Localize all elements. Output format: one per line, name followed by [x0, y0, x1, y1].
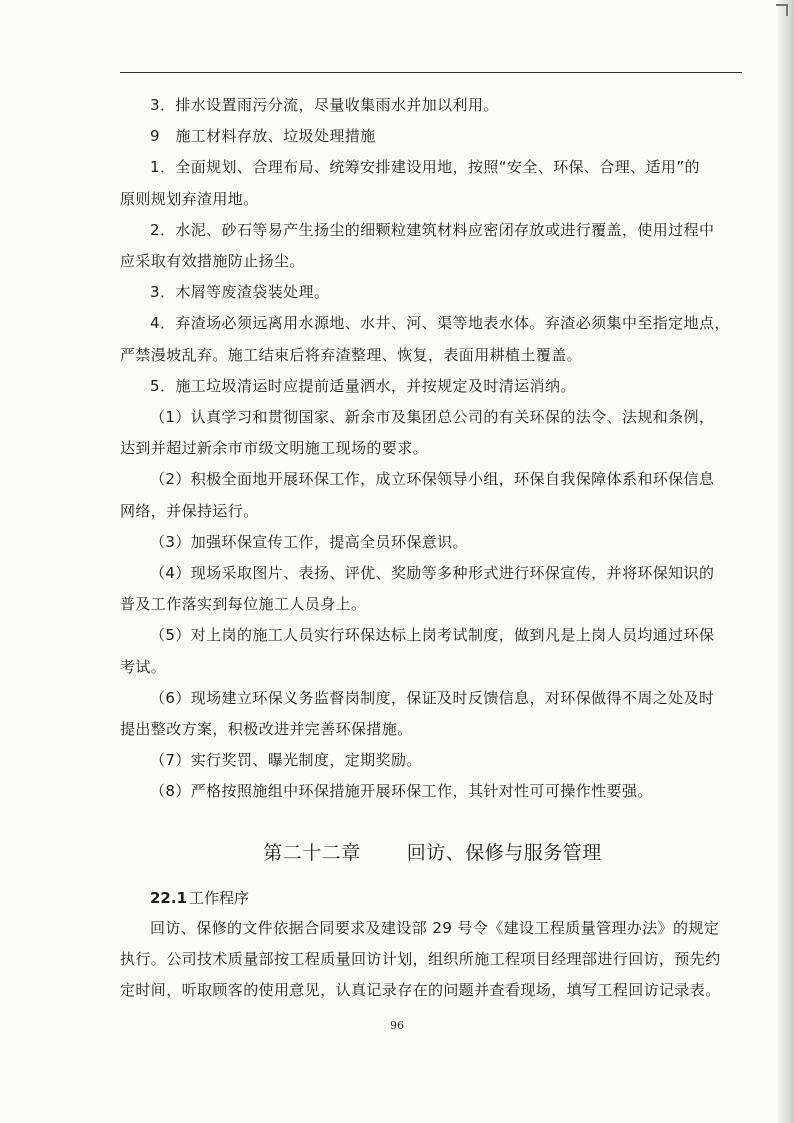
paragraph [120, 402, 745, 464]
text-line: 9 施工材料存放、垃圾处理措施 [150, 127, 376, 146]
chapter-number: 第二十二章 [263, 841, 361, 864]
paragraph [120, 620, 745, 682]
text-line: （6）现场建立环保义务监督岗制度，保证及时反馈信息，对环保做得不周之处及时 [150, 688, 715, 707]
text-line: 2．水泥、砂石等易产生扬尘的细颗粒建筑材料应密闭存放或进行覆盖，使用过程中 [150, 220, 715, 239]
paragraph-group-top [120, 90, 745, 808]
text-line: （7）实行奖罚、曝光制度，定期奖励。 [150, 751, 422, 770]
paragraph [120, 913, 745, 1007]
text-line: （8）严格按照施组中环保措施开展环保工作，其针对性可可操作性要强。 [150, 782, 653, 801]
text-line: 原则规划弃渣用地。 [120, 189, 259, 208]
paragraph [120, 683, 745, 745]
section-number: 22.1 [150, 888, 188, 907]
text-line: 5．施工垃圾清运时应提前适量洒水，并按规定及时清运消纳。 [150, 376, 576, 395]
text-line: 达到并超过新余市市级文明施工现场的要求。 [120, 439, 429, 458]
header-rule [120, 72, 742, 73]
text-line: （2）积极全面地开展环保工作，成立环保领导小组，环保自我保障体系和环保信息 [150, 470, 715, 489]
text-line: 提出整改方案，积极改进并完善环保措施。 [120, 720, 413, 739]
text-line: （5）对上岗的施工人员实行环保达标上岗考试制度，做到凡是上岗人员均通过环保 [150, 626, 715, 645]
paragraph [120, 308, 745, 370]
page-number: 96 [390, 1019, 404, 1032]
text-line: （3）加强环保宣传工作，提高全员环保意识。 [150, 532, 468, 551]
text-line: 4．弃渣场必须远离用水源地、水井、河、渠等地表水体。弃渣必须集中至指定地点， [150, 314, 730, 333]
text-line: 1．全面规划、合理布局、统筹安排建设用地，按照“安全、环保、合理、适用”的 [150, 158, 700, 177]
paragraph [120, 152, 745, 214]
text-line: 网络，并保持运行。 [120, 501, 259, 520]
chapter-heading [120, 833, 745, 873]
scan-edge-shadow [778, 0, 794, 1123]
page-content [120, 90, 745, 1006]
section-heading [120, 883, 745, 913]
scan-corner-mark [776, 4, 788, 16]
paragraph [120, 776, 745, 807]
text-line: （4）现场采取图片、表扬、评优、奖励等多种形式进行环保宣传，并将环保知识的 [150, 564, 715, 583]
paragraph [120, 121, 745, 152]
paragraph [120, 277, 745, 308]
paragraph [120, 215, 745, 277]
text-line: 应采取有效措施防止扬尘。 [120, 252, 305, 271]
text-line: 考试。 [120, 657, 167, 676]
paragraph [120, 527, 745, 558]
paragraph [120, 558, 745, 620]
text-line: 执行。公司技术质量部按工程质量回访计划，组织所施工程项目经理部进行回访，预先约 [120, 949, 721, 968]
text-line: 定时间，听取顾客的使用意见，认真记录存在的问题并查看现场，填写工程回访记录表。 [120, 981, 721, 1000]
text-line: 严禁漫坡乱弃。施工结束后将弃渣整理、恢复，表面用耕植土覆盖。 [120, 345, 583, 364]
paragraph [120, 745, 745, 776]
text-line: 3．木屑等废渣袋装处理。 [150, 283, 330, 302]
section-title: 工作程序 [189, 888, 250, 907]
text-line: 回访、保修的文件依据合同要求及建设部 29 号令《建设工程质量管理办法》的规定 [150, 918, 720, 937]
paragraph-group-bottom [120, 913, 745, 1007]
paragraph [120, 464, 745, 526]
paragraph [120, 90, 745, 121]
chapter-title: 回访、保修与服务管理 [406, 841, 602, 864]
text-line: 普及工作落实到每位施工人员身上。 [120, 595, 367, 614]
paragraph [120, 371, 745, 402]
text-line: （1）认真学习和贯彻国家、新余市及集团总公司的有关环保的法令、法规和条例， [150, 408, 715, 427]
text-line: 3．排水设置雨污分流，尽量收集雨水并加以利用。 [150, 96, 499, 114]
